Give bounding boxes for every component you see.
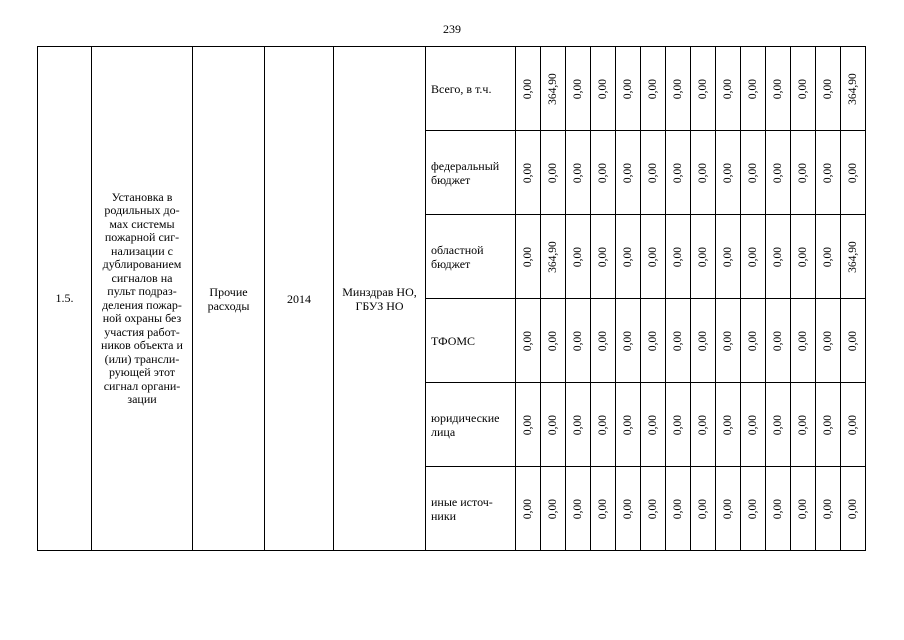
description-line: сигнал органи- (103, 378, 181, 393)
value-cell (841, 215, 866, 299)
value-text: 0,00 (747, 78, 759, 99)
value-text: 0,00 (522, 330, 534, 351)
expense-type-line: расходы (207, 298, 250, 313)
value-text: 0,00 (572, 330, 584, 351)
value-text: 0,00 (647, 414, 659, 435)
value-text: 0,00 (772, 330, 784, 351)
value-text: 0,00 (572, 414, 584, 435)
executor-line: Минздрав НО, (342, 284, 417, 299)
value-cell (791, 383, 816, 467)
value-text: 0,00 (772, 78, 784, 99)
value-cell (566, 383, 591, 467)
value-cell (566, 215, 591, 299)
value-cell (691, 383, 716, 467)
value-text: 0,00 (697, 162, 709, 183)
value-cell (816, 467, 841, 551)
value-text: 0,00 (522, 414, 534, 435)
table-row (38, 47, 866, 131)
funding-source (426, 131, 516, 215)
value-cell (591, 215, 616, 299)
value-cell (591, 47, 616, 131)
value-text: 0,00 (697, 330, 709, 351)
value-text: 0,00 (822, 78, 834, 99)
year: 2014 (265, 47, 334, 551)
value-cell (816, 215, 841, 299)
value-text: 0,00 (622, 246, 634, 267)
description-line: нализации с (111, 243, 173, 258)
value-cell (641, 299, 666, 383)
funding-source-line: иные источ- (431, 494, 493, 509)
description-line: сигналов на (111, 270, 173, 285)
description-line: Установка в (111, 189, 173, 204)
value-text: 0,00 (797, 498, 809, 519)
value-cell (616, 215, 641, 299)
value-text: 0,00 (697, 414, 709, 435)
value-text: 0,00 (772, 498, 784, 519)
value-text: 0,00 (547, 498, 559, 519)
expense-type (193, 47, 265, 551)
value-cell (791, 47, 816, 131)
value-text: 0,00 (797, 162, 809, 183)
value-text: 0,00 (822, 414, 834, 435)
value-text: 0,00 (547, 330, 559, 351)
value-cell (566, 299, 591, 383)
value-text: 0,00 (572, 78, 584, 99)
executor (334, 47, 426, 551)
value-text: 0,00 (722, 78, 734, 99)
value-text: 0,00 (597, 498, 609, 519)
value-text: 0,00 (722, 330, 734, 351)
value-text: 0,00 (622, 498, 634, 519)
value-cell (766, 467, 791, 551)
value-text: 0,00 (747, 246, 759, 267)
description-line: ников объекта и (101, 338, 183, 352)
value-cell (616, 467, 641, 551)
value-cell (716, 47, 741, 131)
value-text: 0,00 (697, 498, 709, 519)
value-text: 0,00 (647, 162, 659, 183)
value-text: 0,00 (622, 330, 634, 351)
value-text: 0,00 (622, 78, 634, 99)
funding-source (426, 467, 516, 551)
value-cell (616, 299, 641, 383)
funding-source-line: бюджет (431, 172, 471, 187)
value-cell (716, 131, 741, 215)
value-text: 0,00 (822, 330, 834, 351)
value-text: 0,00 (597, 162, 609, 183)
value-text: 0,00 (747, 162, 759, 183)
value-text: 0,00 (647, 330, 659, 351)
value-cell (741, 131, 766, 215)
value-text: 0,00 (797, 246, 809, 267)
value-cell (616, 131, 641, 215)
value-cell (791, 467, 816, 551)
funding-source-line: федеральный (431, 158, 500, 173)
value-text: 0,00 (522, 498, 534, 519)
value-text: 0,00 (522, 162, 534, 183)
value-text: 0,00 (847, 162, 859, 183)
value-cell (641, 131, 666, 215)
value-text: 0,00 (597, 414, 609, 435)
value-text: 364,90 (547, 240, 559, 273)
value-cell (566, 47, 591, 131)
value-cell (766, 47, 791, 131)
value-cell (691, 467, 716, 551)
value-text: 0,00 (622, 414, 634, 435)
table-body (38, 47, 866, 551)
value-text: 0,00 (572, 246, 584, 267)
value-text: 0,00 (697, 78, 709, 99)
executor-line: ГБУЗ НО (355, 298, 404, 313)
value-text: 0,00 (547, 162, 559, 183)
value-text: 0,00 (647, 246, 659, 267)
value-cell (616, 47, 641, 131)
budget-table (37, 46, 866, 551)
value-text: 0,00 (722, 414, 734, 435)
description-line: деления пожар- (102, 297, 182, 312)
value-text: 0,00 (697, 246, 709, 267)
value-cell (516, 47, 541, 131)
value-cell (541, 215, 566, 299)
description-line: ной охраны без (102, 311, 182, 325)
description-line: рующей этот (108, 365, 176, 379)
value-text: 0,00 (797, 78, 809, 99)
value-cell (666, 131, 691, 215)
funding-source (426, 47, 516, 131)
value-cell (841, 47, 866, 131)
value-text: 0,00 (772, 414, 784, 435)
value-cell (791, 299, 816, 383)
value-text: 0,00 (747, 414, 759, 435)
value-text: 0,00 (647, 78, 659, 99)
value-text: 364,90 (847, 240, 859, 273)
value-cell (791, 131, 816, 215)
funding-source-line: лица (431, 424, 456, 439)
description-line: дублированием (102, 257, 182, 271)
value-cell (541, 383, 566, 467)
value-text: 0,00 (597, 78, 609, 99)
value-cell (691, 299, 716, 383)
description-line: родильных до- (104, 203, 180, 217)
value-cell (591, 467, 616, 551)
value-text: 0,00 (672, 246, 684, 267)
value-cell (666, 467, 691, 551)
value-cell (691, 47, 716, 131)
value-cell (516, 299, 541, 383)
description-line: (или) трансли- (104, 351, 180, 366)
value-cell (841, 131, 866, 215)
value-cell (541, 131, 566, 215)
value-cell (841, 383, 866, 467)
value-text: 0,00 (772, 246, 784, 267)
value-cell (516, 467, 541, 551)
value-text: 0,00 (722, 162, 734, 183)
value-text: 0,00 (747, 330, 759, 351)
funding-source-line: областной (431, 242, 484, 257)
funding-source (426, 383, 516, 467)
value-text: 0,00 (672, 162, 684, 183)
value-text: 0,00 (547, 414, 559, 435)
value-text: 0,00 (847, 498, 859, 519)
value-cell (766, 383, 791, 467)
value-cell (666, 215, 691, 299)
value-text: 0,00 (847, 414, 859, 435)
value-cell (666, 383, 691, 467)
value-text: 0,00 (797, 330, 809, 351)
value-text: 0,00 (772, 162, 784, 183)
funding-source-line: Всего, в т.ч. (431, 81, 492, 96)
funding-source-line: ТФОМС (431, 333, 476, 348)
value-cell (741, 383, 766, 467)
page-number: 239 (443, 22, 461, 36)
value-text: 0,00 (722, 498, 734, 519)
value-text: 0,00 (847, 330, 859, 351)
value-text: 0,00 (722, 246, 734, 267)
value-text: 0,00 (672, 330, 684, 351)
measure-description (92, 47, 193, 551)
value-cell (566, 467, 591, 551)
value-text: 0,00 (522, 78, 534, 99)
value-cell (641, 383, 666, 467)
value-cell (716, 467, 741, 551)
value-cell (766, 299, 791, 383)
description-line: участия работ- (104, 324, 180, 339)
value-cell (816, 47, 841, 131)
description-line: пожарной сиг- (104, 230, 180, 244)
description-line: мах системы (109, 216, 175, 231)
value-text: 0,00 (572, 498, 584, 519)
funding-source (426, 299, 516, 383)
value-cell (741, 47, 766, 131)
funding-source-line: ники (431, 508, 457, 523)
funding-source-line: бюджет (431, 256, 471, 271)
value-cell (516, 383, 541, 467)
value-cell (741, 467, 766, 551)
value-cell (516, 131, 541, 215)
value-text: 0,00 (822, 162, 834, 183)
value-cell (591, 131, 616, 215)
value-cell (616, 383, 641, 467)
value-text: 0,00 (672, 498, 684, 519)
value-text: 0,00 (822, 498, 834, 519)
value-text: 0,00 (647, 498, 659, 519)
value-text: 0,00 (572, 162, 584, 183)
value-cell (741, 215, 766, 299)
value-cell (516, 215, 541, 299)
value-text: 0,00 (597, 330, 609, 351)
value-cell (541, 47, 566, 131)
value-cell (591, 383, 616, 467)
expense-type-line: Прочие (209, 284, 248, 299)
value-cell (741, 299, 766, 383)
value-cell (716, 215, 741, 299)
value-cell (666, 299, 691, 383)
value-cell (716, 299, 741, 383)
value-text: 0,00 (597, 246, 609, 267)
value-cell (816, 131, 841, 215)
value-cell (566, 131, 591, 215)
value-cell (641, 47, 666, 131)
row-number: 1.5. (38, 47, 92, 551)
value-cell (766, 131, 791, 215)
value-cell (691, 215, 716, 299)
value-cell (641, 215, 666, 299)
value-text: 364,90 (547, 72, 559, 105)
value-text: 0,00 (522, 246, 534, 267)
value-cell (841, 467, 866, 551)
value-text: 0,00 (622, 162, 634, 183)
value-text: 0,00 (797, 414, 809, 435)
value-text: 0,00 (747, 498, 759, 519)
value-cell (591, 299, 616, 383)
value-cell (541, 299, 566, 383)
value-cell (841, 299, 866, 383)
description-line: зации (127, 392, 157, 406)
funding-source-line: юридические (431, 410, 500, 425)
value-cell (816, 299, 841, 383)
value-cell (816, 383, 841, 467)
value-cell (691, 131, 716, 215)
value-cell (791, 215, 816, 299)
value-cell (716, 383, 741, 467)
value-text: 0,00 (672, 414, 684, 435)
funding-source (426, 215, 516, 299)
value-text: 364,90 (847, 72, 859, 105)
value-cell (766, 215, 791, 299)
value-cell (666, 47, 691, 131)
value-cell (641, 467, 666, 551)
value-text: 0,00 (822, 246, 834, 267)
description-line: пульт подраз- (107, 284, 177, 298)
value-cell (541, 467, 566, 551)
value-text: 0,00 (672, 78, 684, 99)
